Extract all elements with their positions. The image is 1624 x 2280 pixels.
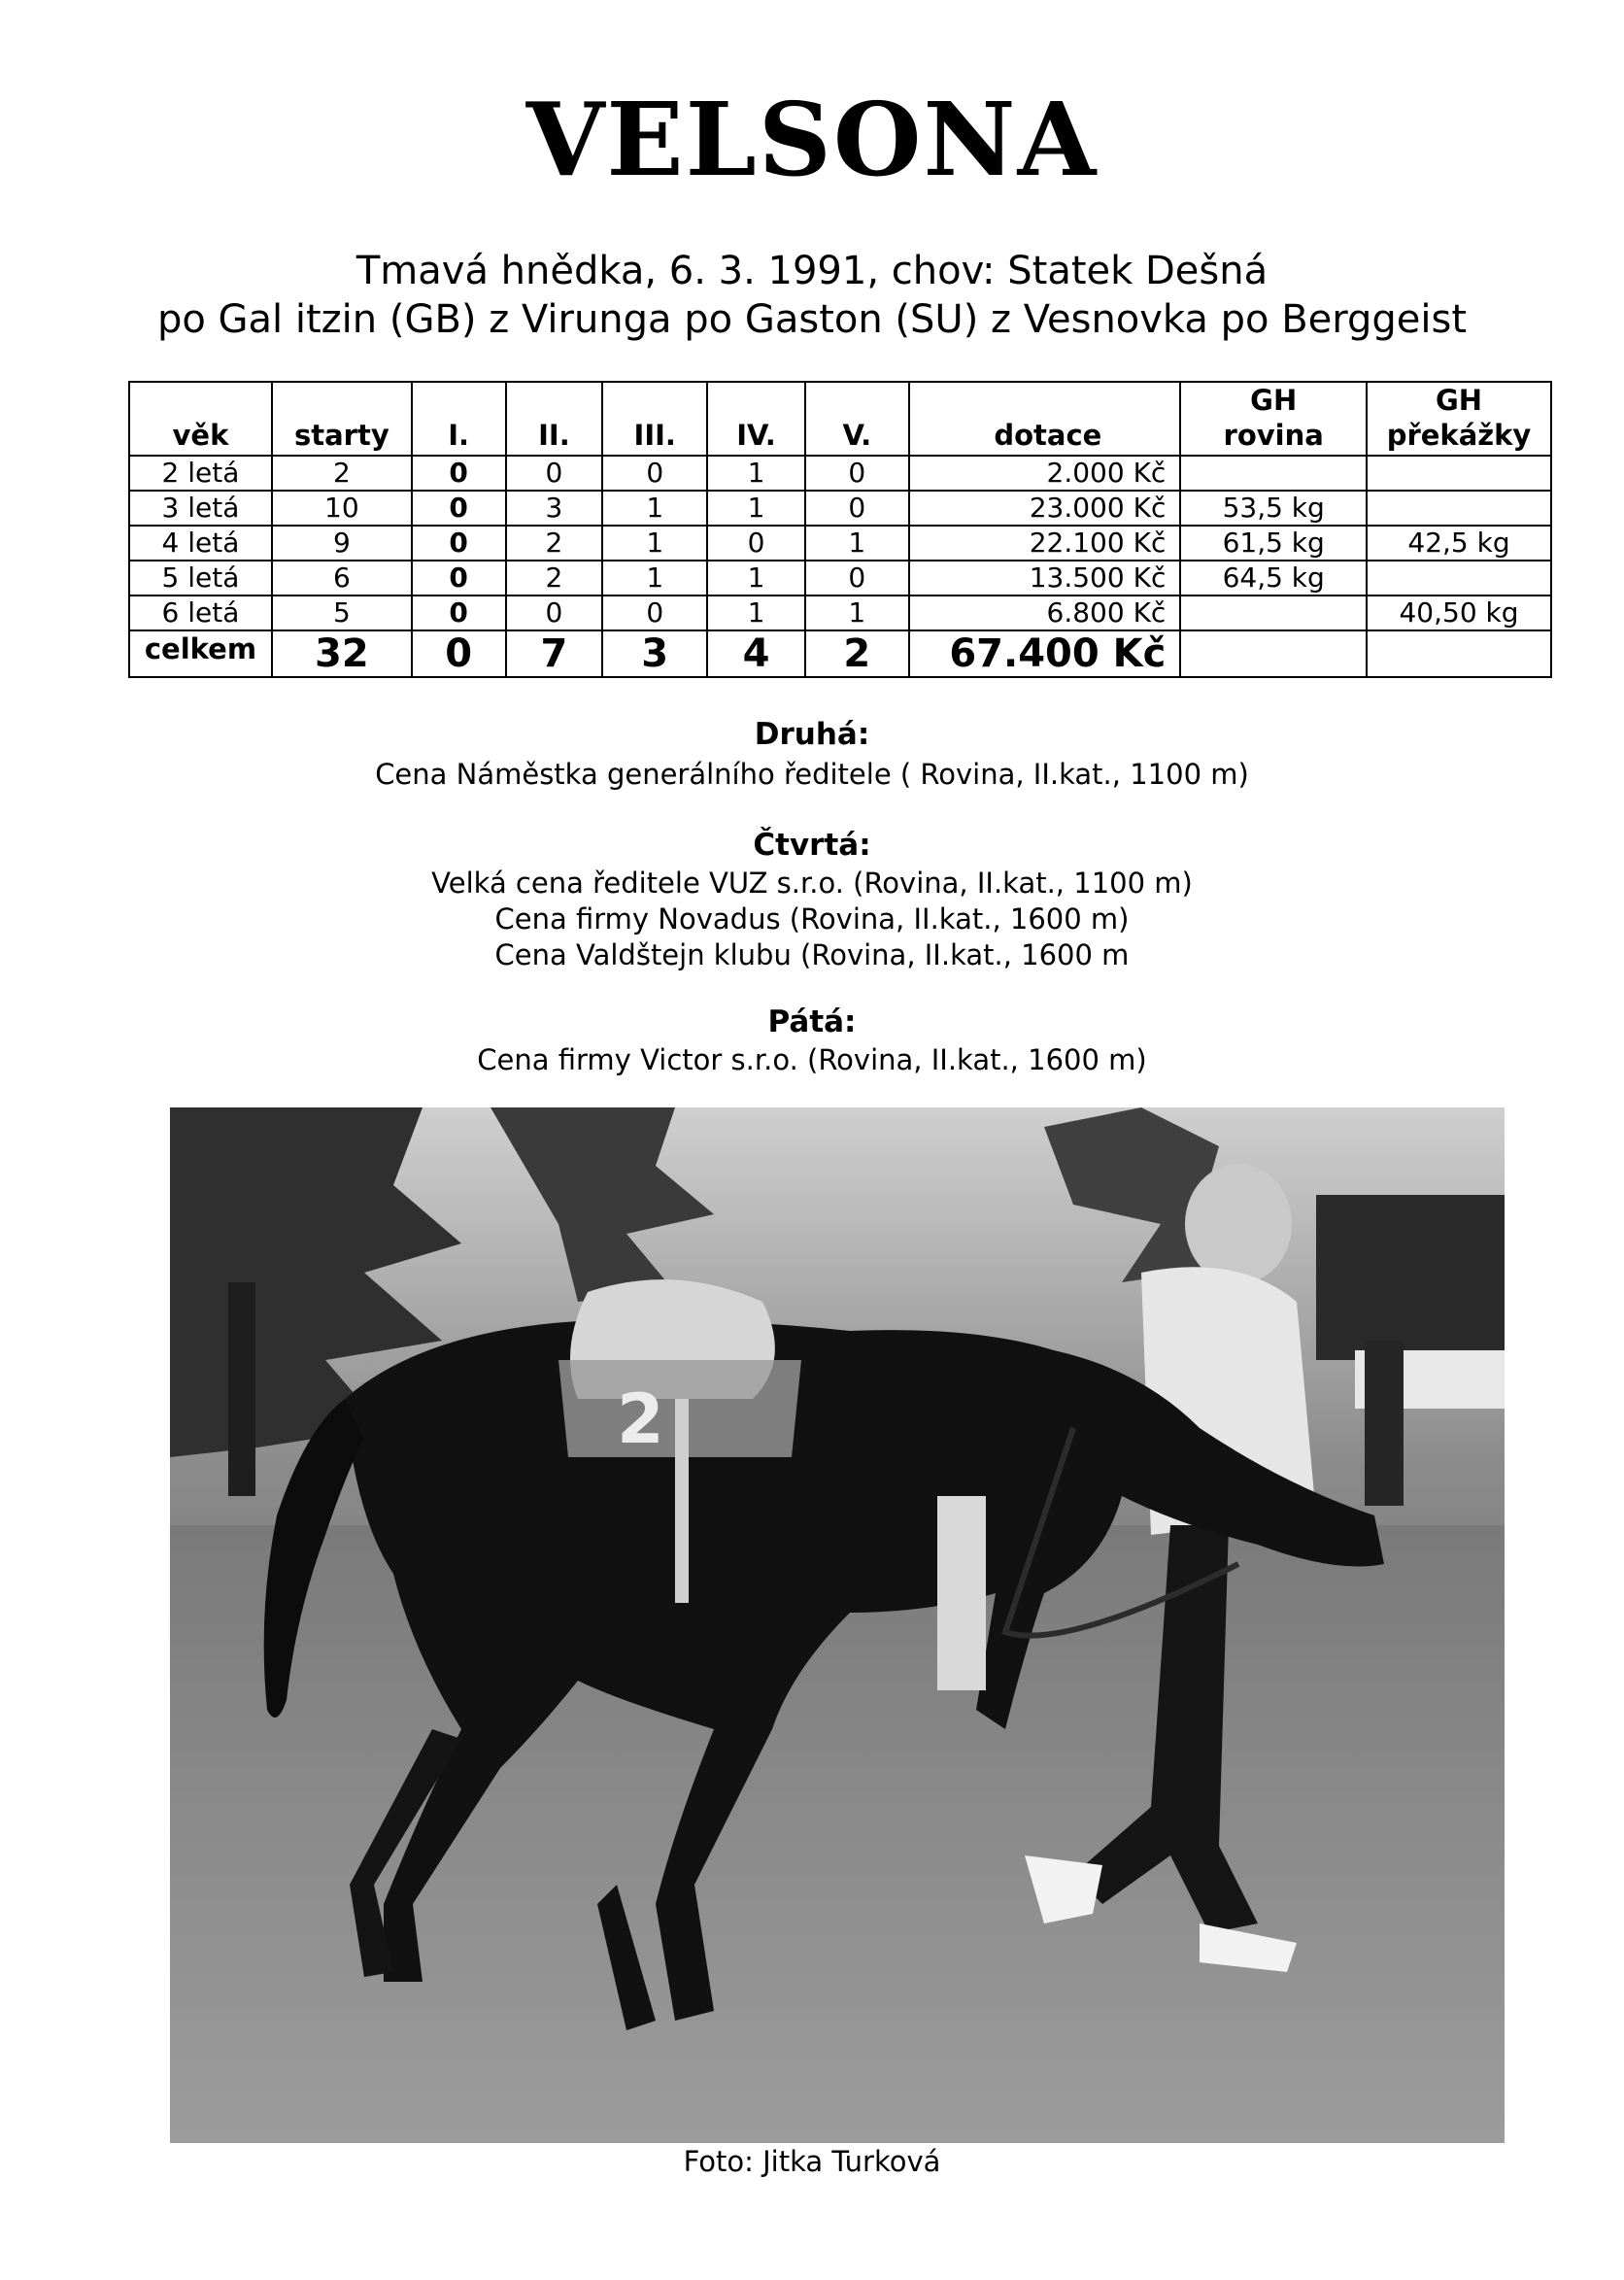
header-gh-prekazky-line1: GH [1435, 384, 1483, 417]
header-place-3: III. [602, 382, 707, 456]
cell-place-5: 1 [805, 526, 909, 561]
header-gh-prekazky-line2: překážky [1386, 419, 1532, 452]
header-gh-prekazky [1367, 382, 1551, 456]
cell-gh-rovina [1180, 456, 1367, 491]
building [1316, 1195, 1505, 1360]
cell-dotace: 22.100 Kč [909, 526, 1181, 561]
cell-vek: 4 letá [129, 526, 272, 561]
total-starty: 32 [272, 630, 412, 677]
cell-vek: 2 letá [129, 456, 272, 491]
cell-starty: 10 [272, 491, 412, 526]
horse-name-title: VELSONA [525, 80, 1099, 199]
cell-gh-rovina: 53,5 kg [1180, 491, 1367, 526]
cell-place-3: 1 [602, 526, 707, 561]
header-dotace: dotace [909, 382, 1181, 456]
cell-place-4: 0 [707, 526, 805, 561]
header-gh-rovina-line1: GH [1250, 384, 1298, 417]
cell-place-2: 2 [506, 526, 603, 561]
section-pata-heading: Pátá: [767, 1004, 857, 1039]
cell-place-4: 1 [707, 491, 805, 526]
header-place-2: II. [506, 382, 603, 456]
cell-place-5: 0 [805, 456, 909, 491]
cell-starty: 5 [272, 596, 412, 630]
tree-trunk [228, 1282, 255, 1496]
cell-starty: 2 [272, 456, 412, 491]
section-ctvrta-line: Cena firmy Novadus (Rovina, II.kat., 1600 m) [494, 902, 1130, 936]
saddle-number: 2 [617, 1379, 664, 1459]
table-row [129, 561, 1551, 596]
total-gh-rovina [1180, 630, 1367, 677]
header-place-5: V. [805, 382, 909, 456]
cell-place-1: 0 [412, 526, 506, 561]
section-ctvrta-heading: Čtvrtá: [753, 828, 871, 863]
table-row [129, 526, 1551, 561]
cell-place-5: 0 [805, 561, 909, 596]
cell-gh-rovina: 64,5 kg [1180, 561, 1367, 596]
header-place-4: IV. [707, 382, 805, 456]
header-gh-rovina-line2: rovina [1223, 419, 1324, 452]
cell-vek: 5 letá [129, 561, 272, 596]
horse-photo-illustration [170, 1107, 1505, 2143]
handler-head [1185, 1164, 1292, 1284]
cell-place-4: 1 [707, 561, 805, 596]
cell-place-2: 2 [506, 561, 603, 596]
cell-place-1: 0 [412, 456, 506, 491]
table-row [129, 491, 1551, 526]
header-place-1: I. [412, 382, 506, 456]
header-starty: starty [272, 382, 412, 456]
total-place-4: 4 [707, 630, 805, 677]
cell-place-2: 3 [506, 491, 603, 526]
cell-gh-prekazky [1367, 456, 1551, 491]
cell-dotace: 6.800 Kč [909, 596, 1181, 630]
cell-place-1: 0 [412, 596, 506, 630]
cell-place-5: 1 [805, 596, 909, 630]
cell-place-3: 1 [602, 561, 707, 596]
total-gh-prekazky [1367, 630, 1551, 677]
header-gh-rovina [1180, 382, 1367, 456]
section-druha-heading: Druhá: [754, 717, 870, 752]
cell-place-3: 0 [602, 456, 707, 491]
cell-gh-prekazky [1367, 561, 1551, 596]
cell-dotace: 23.000 Kč [909, 491, 1181, 526]
spectator [937, 1496, 986, 1690]
cell-place-2: 0 [506, 596, 603, 630]
section-druha-line: Cena Náměstka generálního ředitele ( Rovina, II.kat., 1100 m) [375, 758, 1249, 791]
spectator [1365, 1341, 1404, 1506]
section-ctvrta-line: Cena Valdštejn klubu (Rovina, II.kat., 1600 m [494, 938, 1130, 971]
cell-place-4: 1 [707, 456, 805, 491]
cell-vek: 6 letá [129, 596, 272, 630]
horse-photo [170, 1107, 1505, 2143]
cell-place-1: 0 [412, 561, 506, 596]
total-place-3: 3 [602, 630, 707, 677]
cell-place-3: 0 [602, 596, 707, 630]
cell-gh-prekazky: 40,50 kg [1367, 596, 1551, 630]
horse-description: Tmavá hnědka, 6. 3. 1991, chov: Statek Dešná [355, 249, 1269, 293]
cell-gh-rovina: 61,5 kg [1180, 526, 1367, 561]
cell-gh-rovina [1180, 596, 1367, 630]
header-vek: věk [129, 382, 272, 456]
table-row [129, 596, 1551, 630]
horse-pedigree: po Gal itzin (GB) z Virunga po Gaston (SU) z Vesnovka po Berggeist [156, 297, 1468, 342]
section-ctvrta-line: Velká cena ředitele VUZ s.r.o. (Rovina, II.kat., 1100 m) [431, 867, 1193, 900]
photo-caption: Foto: Jitka Turková [683, 2145, 941, 2178]
cell-dotace: 13.500 Kč [909, 561, 1181, 596]
cell-place-4: 1 [707, 596, 805, 630]
cell-place-1: 0 [412, 491, 506, 526]
cell-place-3: 1 [602, 491, 707, 526]
section-pata-line: Cena firmy Victor s.r.o. (Rovina, II.kat., 1600 m) [477, 1043, 1147, 1076]
cell-dotace: 2.000 Kč [909, 456, 1181, 491]
cell-starty: 9 [272, 526, 412, 561]
table-total-row [129, 630, 1551, 677]
total-place-1: 0 [412, 630, 506, 677]
cell-place-2: 0 [506, 456, 603, 491]
cell-gh-prekazky [1367, 491, 1551, 526]
total-place-2: 7 [506, 630, 603, 677]
table-row [129, 456, 1551, 491]
girth-strap [675, 1399, 689, 1603]
race-statistics-table [128, 381, 1552, 678]
total-dotace: 67.400 Kč [909, 630, 1181, 677]
cell-place-5: 0 [805, 491, 909, 526]
cell-vek: 3 letá [129, 491, 272, 526]
cell-starty: 6 [272, 561, 412, 596]
total-place-5: 2 [805, 630, 909, 677]
table-header-row [129, 382, 1551, 456]
cell-gh-prekazky: 42,5 kg [1367, 526, 1551, 561]
total-label: celkem [129, 630, 272, 677]
